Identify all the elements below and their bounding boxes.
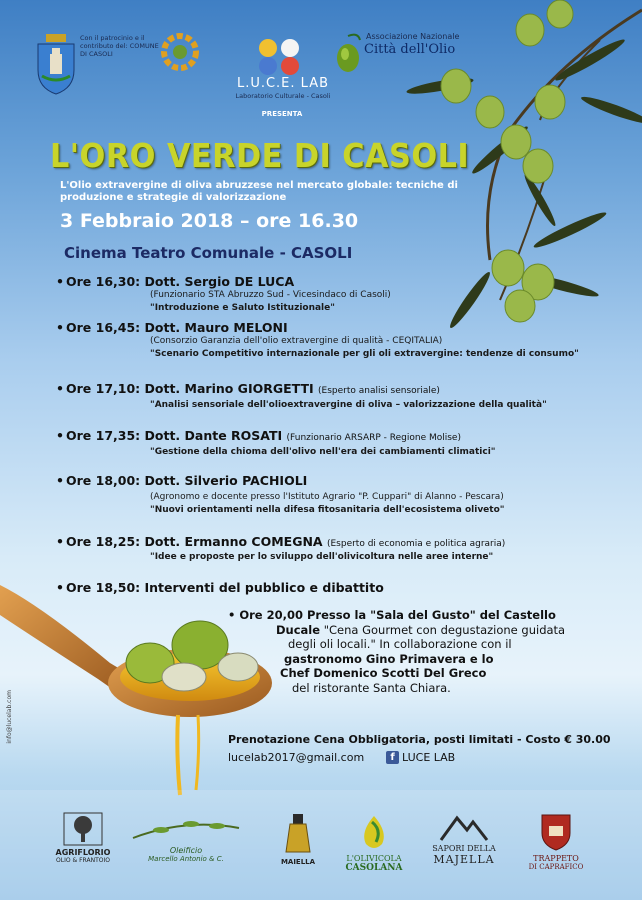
sponsor-name: L'OLIVICOLA <box>346 854 402 863</box>
program-quote: "Scenario Competitivo internazionale per gli oli extravergine: tendenze di consumo" <box>150 349 579 359</box>
comune-crest-icon <box>34 32 78 96</box>
event-venue: Cinema Teatro Comunale - CASOLI <box>64 244 353 262</box>
dinner-line: gastronomo Gino Primavera e lo <box>284 651 494 666</box>
program-speaker: Ore 17,35: Dott. Dante ROSATI <box>66 428 283 443</box>
sponsor-name: Oleificio <box>169 846 203 855</box>
page-title: L'ORO VERDE DI CASOLI <box>50 136 470 175</box>
program-quote: "Nuovi orientamenti nella difesa fitosanitaria dell'ecosistema oliveto" <box>150 505 505 515</box>
dinner-line: degli oli locali." In collaborazione con il <box>288 637 512 651</box>
program-note: (Agronomo e docente presso l'Istituto Agrario "P. Cuppari" di Alanno - Pescara) <box>150 492 504 502</box>
association-label: Associazione Nazionale <box>366 32 460 41</box>
sponsor-name: TRAPPETO <box>533 854 579 863</box>
tree-icon <box>63 812 103 846</box>
program-speaker: Ore 18,00: Dott. Silverio PACHIOLI <box>66 473 308 488</box>
facebook-icon[interactable]: f <box>386 751 399 764</box>
side-credit: info@lucelab.com <box>6 690 13 744</box>
mountain-icon <box>439 812 489 842</box>
program-role: (Esperto analisi sensoriale) <box>318 386 440 396</box>
program-quote: "Gestione della chioma dell'olivo nell'era dei cambiamenti climatici" <box>150 447 496 457</box>
event-date: 3 Febbraio 2018 – ore 16.30 <box>60 210 359 232</box>
dinner-line: • Ore 20,00 Presso la "Sala del Gusto" del Castello <box>228 608 556 622</box>
luce-lab-subtitle: Laboratorio Culturale - Casoli <box>235 92 331 100</box>
sponsor-logo <box>424 812 504 866</box>
sponsor-logo <box>48 812 118 864</box>
sponsor-sub: MAJELLA <box>433 853 495 866</box>
presenta-label: PRESENTA <box>261 110 303 118</box>
program-quote: "Idee e proposte per lo sviluppo dell'olivicoltura nelle aree interne" <box>150 552 494 562</box>
program-speaker: Ore 16,30: Dott. Sergio DE LUCA <box>66 274 295 289</box>
program-speaker: Ore 18,25: Dott. Ermanno COMEGNA <box>66 534 323 549</box>
dinner-line: "Cena Gourmet con degustazione guidata <box>320 622 566 637</box>
program-item: • Ore 18,25: Dott. Ermanno COMEGNA (Esperto di economia e politica agraria) "Idee e proposte per lo sviluppo dell'olivicoltura nelle aree interne" <box>56 534 626 563</box>
program-item: • Ore 18,00: Dott. Silverio PACHIOLI (Agronomo e docente presso l'Istituto Agrario "P. Cuppari" di Alanno - Pescara) "Nuovi orientamenti nella difesa fitosanitaria dell'ecosistema oliveto" <box>56 473 626 516</box>
program-speaker: Ore 17,10: Dott. Marino GIORGETTI <box>66 381 314 396</box>
flower-logo-icon <box>160 32 200 72</box>
sponsor-name: SAPORI DELLA <box>432 844 496 853</box>
dinner-line: Chef Domenico Scotti Del Greco <box>280 666 487 680</box>
facebook-page[interactable]: LUCE LAB <box>402 751 456 764</box>
sponsor-name: MAIELLA <box>280 858 316 866</box>
program-item: • Ore 17,35: Dott. Dante ROSATI (Funzionario ARSARP - Regione Molise) "Gestione della chioma dell'olivo nell'era dei cambiamenti climatici" <box>56 428 626 458</box>
contact-email[interactable]: lucelab2017@gmail.com <box>228 751 365 764</box>
sponsor-logo <box>268 812 328 866</box>
program-note: (Consorzio Garanzia dell'olio extravergine di qualità - CEQITALIA) <box>150 336 443 346</box>
program-item: • Ore 18,50: Interventi del pubblico e dibattito <box>56 580 384 595</box>
luce-lab-title: L.U.C.E. LAB <box>236 76 330 91</box>
program-quote: "Analisi sensoriale dell'olioextravergine di oliva – valorizzazione della qualità" <box>150 400 547 410</box>
dinner-line: del ristorante Santa Chiara. <box>292 680 451 695</box>
program-speaker: Ore 16,45: Dott. Mauro MELONI <box>66 320 288 335</box>
reservation-note: Prenotazione Cena Obbligatoria, posti limitati - Costo € 30.00 <box>228 733 611 746</box>
event-subtitle: L'Olio extravergine di oliva abruzzese nel mercato globale: tecniche di produzione e strategie di valorizzazione <box>60 180 458 203</box>
olive-logo-icon <box>333 30 363 74</box>
olive-drop-icon <box>354 812 394 852</box>
sponsor-sub: Marcello Antonio & C. <box>148 855 224 863</box>
dinner-info <box>228 608 628 695</box>
sponsor-name: AGRIFLORIO <box>55 848 111 857</box>
sponsor-sub: OLIO & FRANTOIO <box>56 857 110 864</box>
program-item: • Ore 16,30: Dott. Sergio DE LUCA (Funzionario STA Abruzzo Sud - Vicesindaco di Casoli) "Introduzione e Saluto Istituzionale" <box>56 274 626 314</box>
program-note: (Funzionario STA Abruzzo Sud - Vicesindaco di Casoli) <box>150 290 391 300</box>
program-role: (Esperto di economia e politica agraria) <box>326 539 506 549</box>
program-role: (Funzionario ARSARP - Regione Molise) <box>286 433 461 443</box>
luce-lab-logo-icon <box>250 36 310 78</box>
program-item: • Ore 17,10: Dott. Marino GIORGETTI (Esperto analisi sensoriale) "Analisi sensoriale dell'olioextravergine di oliva – valorizzazione della qualità" <box>56 381 626 411</box>
sponsor-logo <box>126 812 246 863</box>
association-name: Città dell'Olio <box>364 42 456 57</box>
sponsor-sub: CASOLANA <box>345 863 403 873</box>
dinner-line: Ducale <box>276 622 321 637</box>
bottle-icon <box>278 812 318 856</box>
program-speaker: Ore 18,50: Interventi del pubblico e dibattito <box>66 580 384 595</box>
program-item: • Ore 16,45: Dott. Mauro MELONI (Consorzio Garanzia dell'olio extravergine di qualità - CEQITALIA) "Scenario Competitivo internazionale per gli oli extravergine: tendenze di consumo" <box>56 320 626 360</box>
sponsor-logo <box>516 812 596 871</box>
program-quote: "Introduzione e Saluto Istituzionale" <box>150 303 335 313</box>
sponsor-sub: DI CAPRAFICO <box>528 863 584 871</box>
olive-sprig-icon <box>131 812 241 844</box>
patronage-text: Con il patrocinio e il contributo del: COMUNE DI CASOLI <box>80 34 159 58</box>
shield-icon <box>539 812 573 852</box>
sponsor-logo <box>334 812 414 873</box>
